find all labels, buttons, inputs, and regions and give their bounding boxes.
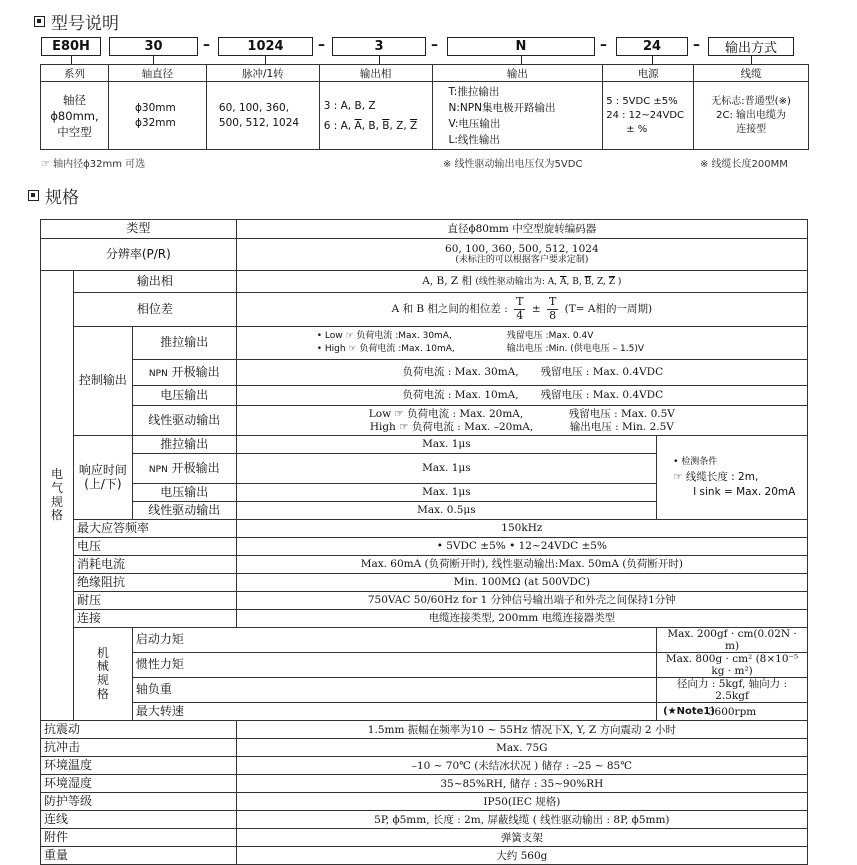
label-resp-pushpull: 推拉输出 [132, 436, 236, 454]
label-resp-npn [132, 454, 236, 484]
label-type: 类型 [41, 220, 237, 239]
group-electrical: 电 气 规 格 [41, 271, 74, 721]
label-voltage-output: 电压输出 [132, 386, 236, 406]
resp-cond-line: ☞ 线缆长度 : 2m, [673, 471, 759, 483]
value-humidity: 35~85%RH, 储存 : 35~90%RH [236, 775, 807, 793]
value-speed [657, 703, 808, 721]
series-line: ϕ80mm, [50, 108, 99, 123]
value-accessory: 弹簧支架 [236, 829, 807, 847]
npn-label: 开极输出 [171, 364, 220, 379]
phase-diff-text: A 和 B 相之间的相位差 : [391, 303, 508, 316]
square-bullet-icon [28, 190, 39, 201]
model-code-output: N [447, 37, 595, 56]
fraction-denominator: 4 [516, 309, 524, 322]
fraction-denominator: 8 [549, 309, 557, 322]
value-phase-diff [236, 293, 807, 327]
pulse-options: 500, 512, 1024 [218, 116, 300, 129]
model-code-power: 24 [616, 37, 688, 56]
label-humidity: 环境湿度 [41, 775, 237, 793]
label-load: 轴负重 [132, 678, 656, 703]
header-cable: 线缆 [694, 65, 809, 82]
label-phase-diff: 相位差 [73, 293, 236, 327]
value-type: 直径ϕ80mm 中空型旋转编码器 [236, 220, 807, 239]
label-weight: 重量 [41, 847, 237, 865]
fraction-numerator: T [548, 295, 557, 309]
header-power: 电源 [603, 65, 694, 82]
group-control-output: 控制输出 [73, 327, 132, 436]
value-connection: 电缆连接类型, 200mm 电缆连接器类型 [236, 610, 807, 628]
value-insulation: Min. 100MΩ (at 500VDC) [236, 574, 807, 592]
value-output-phase: A, B, Z 相 (线性驱动输出为: A, $\overline{A}$, B, $\overline{B}$, Z, $\overline{Z}$ ) [236, 271, 807, 293]
value-voltage-output [236, 386, 807, 406]
connector-line [265, 56, 266, 64]
value-max-freq: 150kHz [236, 520, 807, 538]
series-line: 轴径 [62, 92, 86, 107]
speed-note: (★Note1) [663, 705, 715, 717]
label-connection: 连接 [73, 610, 236, 628]
label-npn [132, 360, 236, 386]
group-response-time: 响应时间 (上/下) [73, 436, 132, 520]
value-resp-linear: Max. 0.5μs [236, 502, 656, 520]
plus-minus: ± [531, 303, 541, 316]
label-protection: 防护等级 [41, 793, 237, 811]
value-shock: Max. 75G [236, 739, 807, 757]
label-resp-linear: 线性驱动输出 [132, 502, 236, 520]
response-conditions [657, 436, 808, 520]
value-torque: Max. 200gf · cm(0.02N · m) [657, 628, 808, 653]
linear-low: Low ☞ 负荷电流 : Max. 20mA, [368, 407, 524, 420]
value-protection: IP50(IEC 规格) [236, 793, 807, 811]
value-resolution [236, 239, 807, 271]
linear-low-res: 残留电压 : Max. 0.5V [568, 407, 675, 420]
connector-line [379, 56, 380, 64]
linear-high-res: 输出电压 : Min. 2.5V [569, 420, 674, 433]
npn-current: 负荷电流 : Max. 30mA, [402, 366, 519, 379]
model-dash: – [693, 37, 700, 53]
model-code-pulse: 1024 [218, 37, 313, 56]
cable-option: 连接型 [736, 123, 767, 135]
cable-length-note: ※ 线缆长度200MM [700, 159, 788, 170]
cell-pulse [206, 82, 319, 150]
model-dash: – [431, 37, 438, 53]
resp-cond-line: I sink = Max. 20mA [693, 486, 796, 498]
model-code-series: E80H [41, 37, 101, 56]
header-shaft: 轴直径 [108, 65, 206, 82]
model-dash: – [318, 37, 325, 53]
linear-note: ※ 线性驱动输出电压仅为5VDC [443, 159, 583, 170]
output-phase-text: A, B, Z 相 [422, 275, 473, 288]
section-model-title [34, 9, 119, 34]
pushpull-high-res: 输出电压 :Min. (供电电压 – 1.5)V [506, 344, 644, 354]
connector-line [521, 56, 522, 64]
shaft-option: ϕ32mm [134, 116, 176, 129]
connector-line [153, 56, 154, 64]
label-output-phase: 输出相 [73, 271, 236, 293]
pushpull-low-res: 残留电压 :Max. 0.4V [506, 331, 594, 341]
value-pushpull [236, 327, 807, 360]
label-dielectric: 耐压 [73, 592, 236, 610]
label-voltage: 电压 [73, 538, 236, 556]
label-insulation: 绝缘阻抗 [73, 574, 236, 592]
label-temperature: 环境温度 [41, 757, 237, 775]
value-inertia: Max. 800g · cm² (8×10⁻⁵ kg · m²) [657, 653, 808, 678]
group-mechanical: 机 械 规 格 [73, 628, 132, 721]
header-output: 输出 [432, 65, 603, 82]
cable-option: 无标志:普通型(※) [711, 95, 791, 107]
value-resp-pushpull: Max. 1μs [236, 436, 656, 454]
value-resp-voltage: Max. 1μs [236, 484, 656, 502]
value-temperature: –10 ~ 70℃ (未结冰状况 ) 储存 : –25 ~ 85℃ [236, 757, 807, 775]
value-vibration: 1.5mm 振幅在频率为10 ~ 55Hz 情况下X, Y, Z 方向震动 2 小时 [236, 721, 807, 739]
section-spec-title [28, 183, 79, 208]
label-torque: 启动力矩 [132, 628, 656, 653]
voltage-res: 残留电压 : Max. 0.4VDC [540, 389, 664, 402]
output-option: L:线性输出 [448, 133, 500, 146]
pulse-options: 60, 100, 360, [218, 101, 290, 114]
connector-line [751, 56, 752, 64]
power-option: ± % [626, 123, 648, 135]
cell-series [41, 82, 109, 150]
series-line: 中空型 [57, 124, 92, 139]
npn-prefix: NPN [148, 368, 168, 379]
model-dash: – [600, 37, 607, 53]
cable-option: 2C: 输出电缆为 [716, 109, 787, 121]
model-code-phase: 3 [332, 37, 426, 56]
label-shock: 抗冲击 [41, 739, 237, 757]
label-vibration: 抗震动 [41, 721, 237, 739]
shaft-option: ϕ30mm [134, 101, 176, 114]
resolution-note: (未标注的可以根据客户要求定制) [455, 255, 589, 266]
cell-shaft [108, 82, 206, 150]
power-option: 24 : 12~24VDC [606, 109, 685, 121]
label-pushpull: 推拉输出 [132, 327, 236, 360]
linear-high: High ☞ 负荷电流 : Max. –20mA, [369, 420, 534, 433]
model-dash: – [203, 37, 210, 53]
value-linear [236, 406, 807, 436]
phase-option: 3 : A, B, Z [323, 99, 376, 112]
label-cable: 连线 [41, 811, 237, 829]
value-npn [236, 360, 807, 386]
label-inertia: 惯性力矩 [132, 653, 656, 678]
resolution-values: 60, 100, 360, 500, 512, 1024 [445, 243, 599, 256]
output-option: T:推拉输出 [448, 85, 500, 98]
model-code-cable: 输出方式 [708, 37, 794, 56]
cell-power [603, 82, 694, 150]
label-max-freq: 最大应答频率 [73, 520, 236, 538]
spec-table [40, 219, 808, 865]
value-cable: 5P, ϕ5mm, 长度 : 2m, 屏蔽线缆 ( 线性驱动输出 : 8P, ϕ5mm) [236, 811, 807, 829]
connector-line [71, 56, 72, 64]
value-voltage: • 5VDC ±5% • 12~24VDC ±5% [236, 538, 807, 556]
resp-npn-label: 开极输出 [171, 460, 220, 475]
square-bullet-icon [34, 16, 45, 27]
label-resp-voltage: 电压输出 [132, 484, 236, 502]
model-code-shaft: 30 [109, 37, 198, 56]
voltage-current: 负荷电流 : Max. 10mA, [402, 389, 519, 402]
value-dielectric: 750VAC 50/60Hz for 1 分钟信号输出端子和外壳之间保持1分钟 [236, 592, 807, 610]
cell-cable [694, 82, 809, 150]
pushpull-high: • High ☞ 负荷电流 :Max. 10mA, [316, 344, 455, 354]
label-linear: 线性驱动输出 [132, 406, 236, 436]
header-series: 系列 [41, 65, 109, 82]
shaft-note: ☞ 轴内径ϕ32mm 可选 [41, 159, 146, 170]
label-current: 消耗电流 [73, 556, 236, 574]
label-speed: 最大转速 [132, 703, 656, 721]
power-option: 5 : 5VDC ±5% [606, 95, 678, 107]
label-accessory: 附件 [41, 829, 237, 847]
speed-value: 3600rpm [707, 705, 757, 718]
cell-output [432, 82, 603, 150]
label-resolution: 分辨率(P/R) [41, 239, 237, 271]
connector-line [652, 56, 653, 64]
header-pulse: 脉冲/1转 [206, 65, 319, 82]
section-spec-title-text: 规格 [45, 188, 79, 208]
value-load: 径向力 : 5kgf, 轴向力 : 2.5kgf [657, 678, 808, 703]
value-weight: 大约 560g [236, 847, 807, 865]
output-option: V:电压输出 [448, 117, 501, 130]
header-phase: 输出相 [319, 65, 432, 82]
pushpull-low: • Low ☞ 负荷电流 :Max. 30mA, [316, 331, 452, 341]
cell-phase [319, 82, 432, 150]
value-resp-npn: Max. 1μs [236, 454, 656, 484]
value-current: Max. 60mA (负荷断开时), 线性驱动输出:Max. 50mA (负荷断开时) [236, 556, 807, 574]
section-model-title-text: 型号说明 [51, 14, 119, 34]
resp-cond-title: • 检测条件 [673, 457, 718, 467]
model-table [40, 64, 809, 150]
phase-diff-note: (T= A相的一周期) [564, 303, 653, 316]
output-option: N:NPN集电极开路输出 [448, 101, 556, 114]
fraction-numerator: T [516, 295, 524, 309]
npn-prefix: NPN [148, 464, 168, 475]
npn-res: 残留电压 : Max. 0.4VDC [540, 366, 664, 379]
phase-option: 6 : A, $\overline{A}$, B, $\overline{B}$, Z, $\overline{Z}$ [323, 119, 418, 132]
